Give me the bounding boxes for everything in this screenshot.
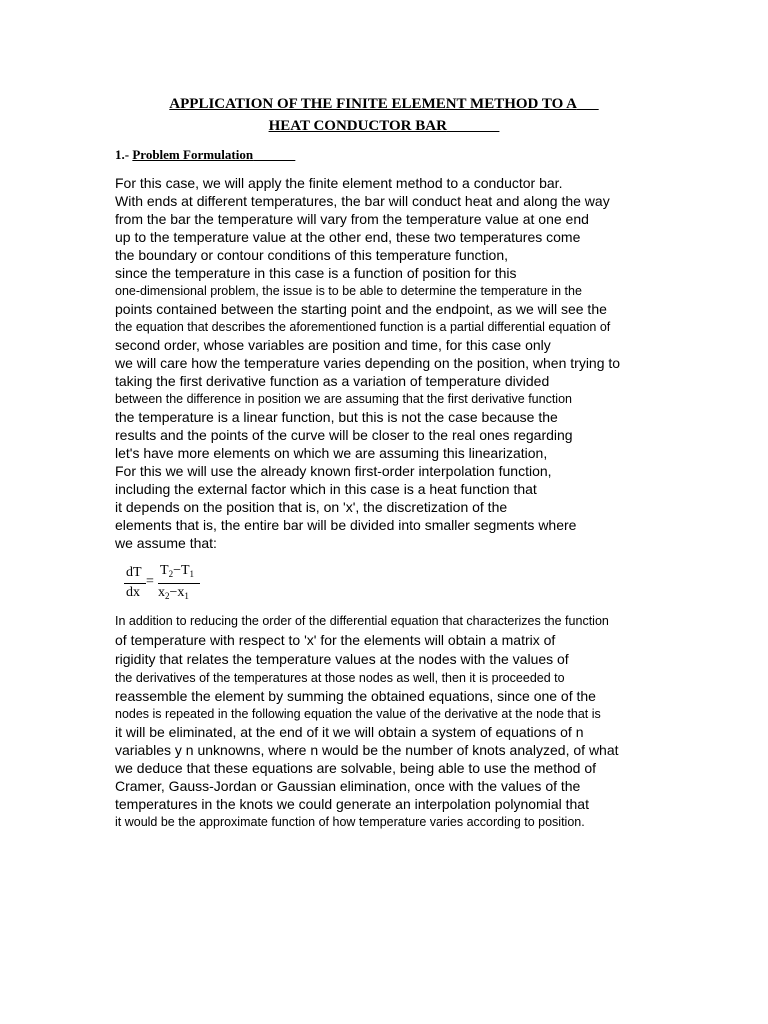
paragraph-line: up to the temperature value at the other end, these two temperatures come xyxy=(115,229,581,245)
paragraph-line: In addition to reducing the order of the differential equation that characterizes the function xyxy=(115,614,609,628)
lhs-numerator: dT xyxy=(126,565,142,580)
paragraph-line: the boundary or contour conditions of this temperature function, xyxy=(115,247,509,263)
paragraph-line: we deduce that these equations are solvable, being able to use the method of xyxy=(115,760,597,776)
paragraph-line: from the bar the temperature will vary from the temperature value at one end xyxy=(115,211,589,227)
lhs-fraction xyxy=(124,563,146,603)
paragraph-line: including the external factor which in this case is a heat function that xyxy=(115,481,537,497)
section-number: 1.- xyxy=(115,147,130,162)
paragraph-line: the derivatives of the temperatures at those nodes as well, then it is proceeded to xyxy=(115,671,565,685)
paragraph-line: second order, whose variables are position and time, for this case only xyxy=(115,337,551,353)
paragraph-line: we will care how the temperature varies depending on the position, when trying to xyxy=(115,355,621,371)
paragraph-line: the temperature is a linear function, but this is not the case because the xyxy=(115,409,558,425)
title-text-2: HEAT CONDUCTOR BAR xyxy=(268,118,447,134)
paragraph-line: let's have more elements on which we are assuming this linearization, xyxy=(115,445,548,461)
paragraph-line: variables y n unknowns, where n would be the number of knots analyzed, of what xyxy=(115,742,619,758)
rhs-numerator: $T_2-T_1$ xyxy=(160,563,195,579)
paragraph-line: reassemble the element by summing the obtained equations, since one of the xyxy=(115,688,596,704)
paragraph-line: nodes is repeated in the following equation the value of the derivative at the node that is xyxy=(115,707,601,721)
paragraph-line: taking the first derivative function as a variation of temperature divided xyxy=(115,373,550,389)
document-title-line-1 xyxy=(0,94,768,114)
section-label: Problem Formulation xyxy=(132,147,254,162)
paragraph-line: one-dimensional problem, the issue is to be able to determine the temperature in the xyxy=(115,284,582,298)
paragraph-line: For this we will use the already known first-order interpolation function, xyxy=(115,463,552,479)
paragraph-line: the equation that describes the aforementioned function is a partial differential equation of xyxy=(115,320,611,334)
rhs-fraction xyxy=(158,563,202,603)
paragraph-line: For this case, we will apply the finite element method to a conductor bar. xyxy=(115,175,563,191)
document-title-line-2 xyxy=(0,116,768,136)
paragraph-line: temperatures in the knots we could generate an interpolation polynomial that xyxy=(115,796,589,812)
paragraph-line: it will be eliminated, at the end of it we will obtain a system of equations of n xyxy=(115,724,584,740)
rhs-denominator: $x_2-x_1$ xyxy=(158,585,189,601)
section-heading xyxy=(115,146,295,164)
paragraph-line: between the difference in position we are assuming that the first derivative function xyxy=(115,392,572,406)
paragraph-line: since the temperature in this case is a function of position for this xyxy=(115,265,517,281)
equals-sign: = xyxy=(146,574,154,589)
paragraph-line: it would be the approximate function of how temperature varies according to position. xyxy=(115,815,585,829)
paragraph-line: elements that is, the entire bar will be divided into smaller segments where xyxy=(115,517,577,533)
lhs-denominator: dx xyxy=(126,585,140,600)
paragraph-line: rigidity that relates the temperature values at the nodes with the values of xyxy=(115,651,569,667)
paragraph-line: Cramer, Gauss-Jordan or Gaussian elimination, once with the values of the xyxy=(115,778,581,794)
paragraph-line: of temperature with respect to 'x' for the elements will obtain a matrix of xyxy=(115,632,556,648)
paragraph-line: it depends on the position that is, on 'x', the discretization of the xyxy=(115,499,508,515)
paragraph-line: With ends at different temperatures, the bar will conduct heat and along the way xyxy=(115,193,610,209)
paragraph-line: points contained between the starting point and the endpoint, as we will see the xyxy=(115,301,607,317)
paragraph-line: results and the points of the curve will be closer to the real ones regarding xyxy=(115,427,573,443)
paragraph-line: we assume that: xyxy=(115,535,217,551)
title-text-1: APPLICATION OF THE FINITE ELEMENT METHOD TO A xyxy=(169,96,577,112)
